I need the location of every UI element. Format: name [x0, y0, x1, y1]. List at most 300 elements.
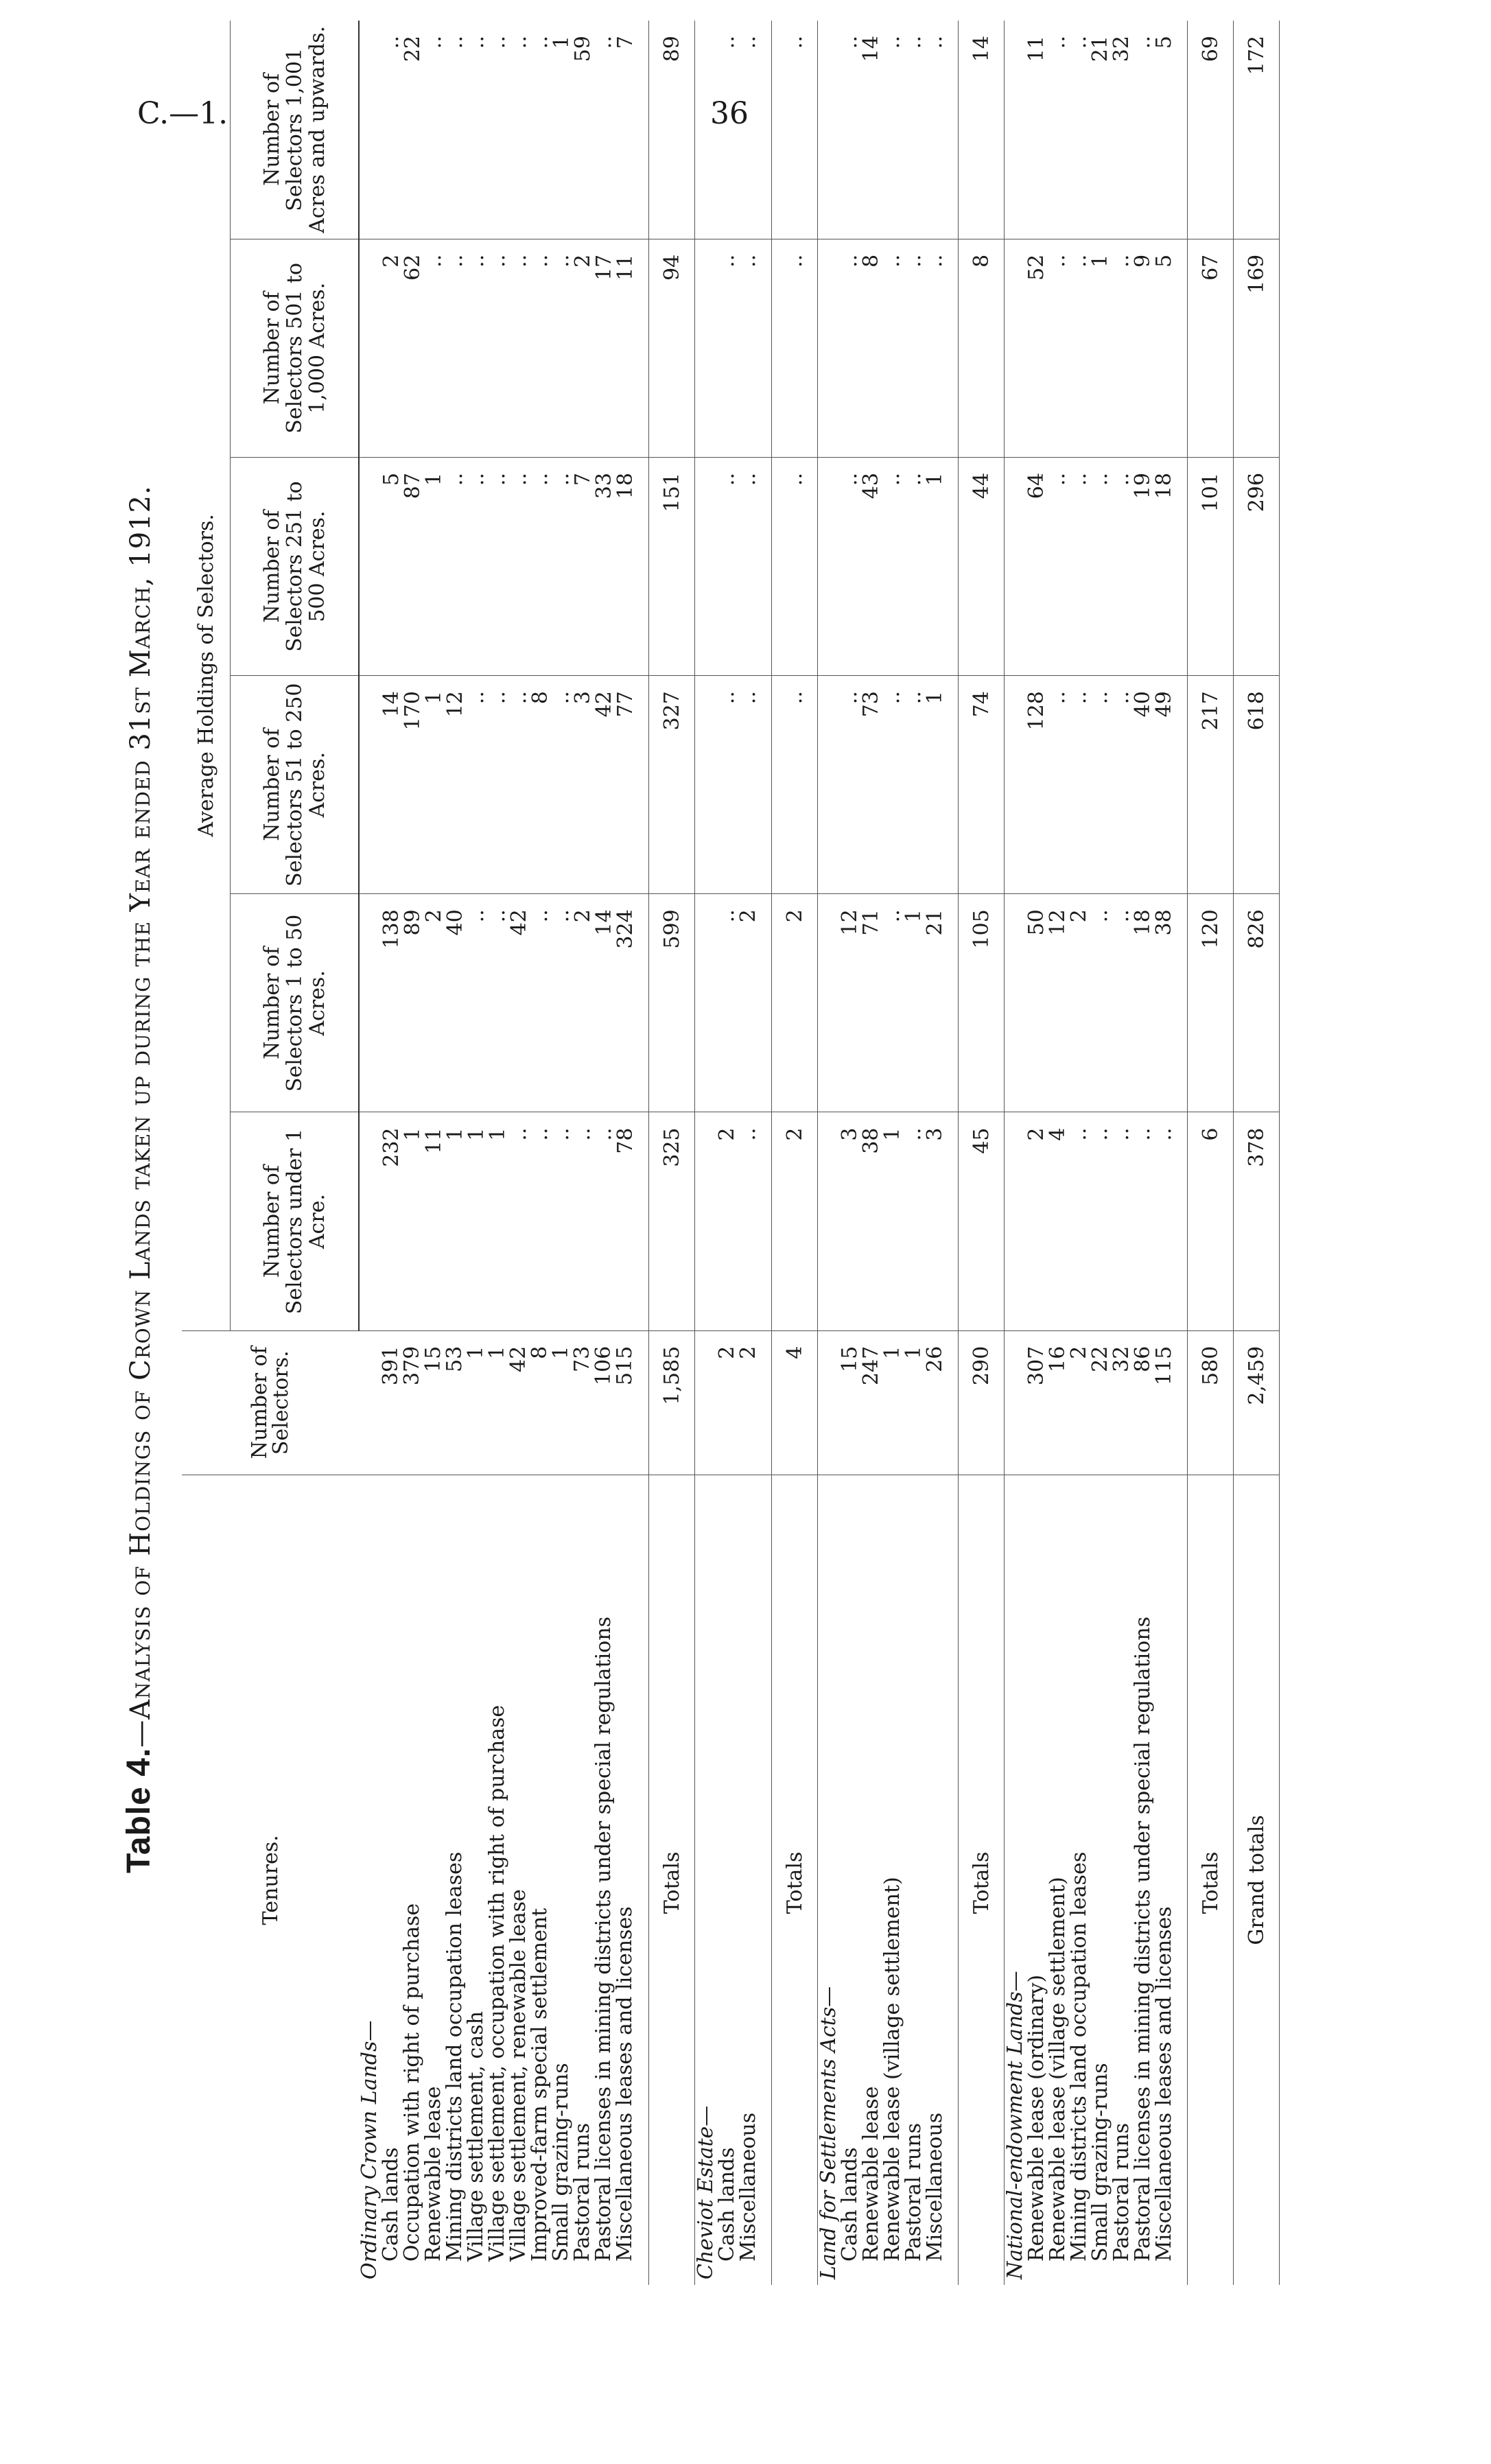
table-cell: 21: [1088, 36, 1112, 62]
heading-spacer: [360, 909, 381, 1106]
table-cell: ..: [838, 472, 862, 486]
totals-cell: 101: [1188, 457, 1234, 675]
table-cell: 3: [571, 691, 595, 705]
heading-spacer: [360, 473, 381, 670]
tenure-label: Pastoral licenses in mining districts under special regulations: [1131, 1617, 1155, 2262]
value-column: [1005, 676, 1175, 894]
value-column: [695, 676, 760, 894]
table-cell: 21: [923, 909, 947, 936]
spacer-cell: [946, 1112, 959, 1330]
value-column: [1005, 1112, 1175, 1330]
table-cell: 14: [592, 909, 616, 936]
table-cell: 38: [1152, 909, 1176, 936]
table-cell: 22: [401, 36, 425, 62]
table-cell: ..: [1067, 36, 1091, 49]
tenure-label: Small grazing-runs: [549, 2063, 573, 2262]
table-cell: ..: [443, 254, 467, 268]
table-cell: ..: [736, 472, 760, 486]
table-cell: ..: [880, 909, 904, 923]
table-cell: 115: [1152, 1346, 1176, 1385]
totals-cell: 4: [772, 1330, 818, 1475]
spacer-cell: [759, 1330, 772, 1475]
heading-spacer: [818, 473, 839, 670]
totals-label: Totals: [649, 1475, 695, 2285]
table-cell: ..: [736, 691, 760, 705]
totals-row: [772, 21, 818, 2285]
table-cell: 14: [859, 36, 883, 62]
table-cell: 1: [422, 691, 446, 705]
section-heading: Ordinary Crown Lands—: [357, 2020, 381, 2279]
section-tenures: [818, 1475, 946, 2285]
table-cell: ..: [1067, 691, 1091, 705]
value-column: [818, 21, 946, 239]
table-cell: 1: [401, 1127, 425, 1141]
heading-spacer: [818, 691, 839, 888]
spacer-cell: [636, 894, 649, 1112]
totals-cell: 2: [772, 1112, 818, 1330]
table-cell: 3: [838, 1127, 862, 1141]
totals-cell: 14: [959, 21, 1005, 239]
table-cell: ..: [486, 472, 510, 486]
table-cell: ..: [880, 254, 904, 268]
table-cell: ..: [528, 472, 552, 486]
table-cell: 42: [592, 691, 616, 718]
heading-spacer: [1005, 255, 1026, 451]
totals-cell: ..: [772, 676, 818, 894]
table-cell: ..: [1088, 472, 1112, 486]
table-cell: 73: [859, 691, 883, 718]
table-cell: ..: [923, 254, 947, 268]
heading-spacer: [695, 36, 716, 233]
spacer-cell: [1175, 21, 1188, 239]
table-title-lead: Table 4.: [121, 1747, 157, 1873]
heading-spacer: [818, 255, 839, 451]
table-cell: 1: [549, 1346, 573, 1359]
tenure-label: Miscellaneous: [923, 2112, 947, 2262]
table-cell: ..: [902, 1127, 926, 1141]
heading-spacer: [695, 473, 716, 670]
table-cell: ..: [1067, 1127, 1091, 1141]
table-cell: 8: [528, 691, 552, 705]
table-cell: 1: [464, 1346, 488, 1359]
spacer-cell: [946, 239, 959, 457]
table-cell: 2: [571, 254, 595, 268]
table-cell: 11: [422, 1127, 446, 1154]
section-tenures: [1005, 1475, 1175, 2285]
table-cell: ..: [486, 691, 510, 705]
value-column: [359, 1112, 636, 1330]
table-cell: ..: [1110, 254, 1134, 268]
table-cell: 7: [571, 472, 595, 486]
table-cell: ..: [1088, 691, 1112, 705]
table-cell: ..: [550, 691, 574, 705]
table-cell: 77: [613, 691, 637, 718]
table-cell: ..: [465, 36, 489, 49]
totals-row: [959, 21, 1005, 2285]
totals-cell: ..: [772, 21, 818, 239]
table-cell: 1: [486, 1127, 510, 1141]
page-number: 36: [710, 96, 749, 131]
totals-cell: 217: [1188, 676, 1234, 894]
value-column: [359, 239, 636, 457]
table-cell: ..: [592, 1127, 616, 1141]
table-cell: ..: [528, 36, 552, 49]
spacer-cell: [946, 894, 959, 1112]
spacer-cell: [1175, 1475, 1188, 2285]
value-column: [359, 894, 636, 1112]
table-cell: 9: [1131, 254, 1155, 268]
totals-cell: ..: [772, 457, 818, 675]
value-column: [359, 676, 636, 894]
table-cell: 33: [592, 472, 616, 500]
table-cell: 49: [1152, 691, 1176, 718]
table-cell: ..: [1110, 472, 1134, 486]
section-tenures: [359, 1475, 636, 2285]
heading-spacer: [695, 255, 716, 451]
table-cell: 2: [1024, 1127, 1048, 1141]
table-cell: 2: [422, 909, 446, 923]
grand-totals-cell: 2,459: [1234, 1330, 1280, 1475]
spacer-row: [759, 21, 772, 2285]
table-cell: ..: [838, 691, 862, 705]
heading-spacer: [1005, 909, 1026, 1106]
table-cell: 15: [838, 1346, 862, 1372]
table-cell: ..: [1110, 1127, 1134, 1141]
table-cell: ..: [736, 1127, 760, 1141]
table-cell: ..: [486, 909, 510, 923]
grand-totals-cell: 826: [1234, 894, 1280, 1112]
table-cell: 515: [613, 1346, 637, 1385]
table-cell: 106: [591, 1346, 615, 1385]
table-cell: 40: [443, 909, 467, 936]
table-cell: ..: [1067, 472, 1091, 486]
totals-label: Totals: [772, 1475, 818, 2285]
table-cell: ..: [1046, 691, 1070, 705]
table-cell: ..: [1088, 909, 1112, 923]
table-cell: ..: [592, 36, 616, 49]
spacer-cell: [1175, 676, 1188, 894]
value-column: [695, 1112, 760, 1330]
tenure-label: Cash lands: [838, 2147, 862, 2262]
spacer-cell: [636, 457, 649, 675]
table-cell: ..: [715, 691, 739, 705]
value-column: [818, 239, 946, 457]
heading-spacer: [1005, 473, 1026, 670]
totals-cell: 44: [959, 457, 1005, 675]
tenure-label: Village settlement, renewable lease: [506, 1889, 530, 2262]
table-cell: ..: [465, 691, 489, 705]
value-column: [695, 239, 760, 457]
table-cell: ..: [507, 472, 531, 486]
table-cell: 62: [401, 254, 425, 281]
heading-spacer: [1005, 1346, 1026, 1469]
table-cell: ..: [880, 36, 904, 49]
table-cell: 1: [1088, 254, 1112, 268]
table-cell: ..: [507, 691, 531, 705]
table-cell: ..: [715, 472, 739, 486]
totals-label: Totals: [1188, 1475, 1234, 2285]
value-column: [359, 457, 636, 675]
heading-spacer: [695, 1127, 716, 1324]
value-column: [695, 21, 760, 239]
header-under-1-acre: Number of Selectors under 1 Acre.: [231, 1112, 360, 1330]
heading-spacer: [1005, 36, 1026, 233]
heading-spacer: [818, 1346, 839, 1469]
tenure-label: Occupation with right of purchase: [400, 1903, 424, 2262]
table-cell: 247: [859, 1346, 883, 1385]
table-cell: 1: [465, 1127, 489, 1141]
value-column: [818, 894, 946, 1112]
table-cell: 5: [379, 472, 403, 486]
table-cell: ..: [528, 909, 552, 923]
table-cell: ..: [1088, 1127, 1112, 1141]
table-cell: ..: [1152, 1127, 1176, 1141]
table-cell: ..: [902, 254, 926, 268]
table-cell: 1: [550, 36, 574, 49]
header-number-of-selectors: Number of Selectors.: [182, 1330, 359, 1475]
value-column: [695, 1330, 760, 1475]
table-cell: ..: [715, 36, 739, 49]
table-cell: 15: [421, 1346, 445, 1372]
spacer-cell: [946, 457, 959, 675]
table-cell: ..: [715, 909, 739, 923]
value-column: [1005, 457, 1175, 675]
totals-cell: 151: [649, 457, 695, 675]
table-cell: ..: [736, 36, 760, 49]
section-block: [818, 21, 946, 2285]
table-cell: 50: [1024, 909, 1048, 936]
table-title: [120, 21, 168, 1873]
table-cell: ..: [880, 472, 904, 486]
holdings-table: [182, 21, 1280, 2285]
section-heading: Land for Settlements Acts—: [817, 1986, 841, 2279]
table-cell: 2: [715, 1127, 739, 1141]
table-cell: ..: [422, 254, 446, 268]
table-cell: ..: [550, 909, 574, 923]
table-cell: 5: [1152, 254, 1176, 268]
table-cell: ..: [443, 472, 467, 486]
spacer-cell: [946, 21, 959, 239]
tenure-label: Renewable lease (village settlement): [880, 1877, 904, 2262]
table-cell: ..: [486, 36, 510, 49]
tenure-label: Mining districts land occupation leases: [1067, 1851, 1091, 2262]
table-cell: ..: [465, 254, 489, 268]
tenure-label: Pastoral licenses in mining districts under special regulations: [591, 1617, 615, 2262]
value-column: [695, 457, 760, 675]
table-cell: 1: [485, 1346, 509, 1359]
grand-totals-label: Grand totals: [1234, 1475, 1280, 2285]
totals-cell: 325: [649, 1112, 695, 1330]
totals-cell: 1,585: [649, 1330, 695, 1475]
table-cell: 22: [1088, 1346, 1112, 1372]
table-cell: 17: [592, 254, 616, 281]
spacer-cell: [759, 21, 772, 239]
table-cell: 1: [923, 691, 947, 705]
table-cell: 26: [923, 1346, 947, 1372]
value-column: [1005, 894, 1175, 1112]
grand-totals-cell: 618: [1234, 676, 1280, 894]
tenure-label: Miscellaneous: [736, 2112, 760, 2262]
value-column: [818, 676, 946, 894]
table-cell: ..: [838, 36, 862, 49]
spacer-cell: [636, 1112, 649, 1330]
heading-spacer: [695, 1346, 716, 1469]
table-title-text: —Analysis of Holdings of Crown Lands taken up during the Year ended 31st March, 1912.: [125, 485, 156, 1748]
table-cell: ..: [1131, 1127, 1155, 1141]
table-body: [359, 21, 1280, 2285]
table-cell: 2: [571, 909, 595, 923]
table-cell: ..: [1046, 254, 1070, 268]
table-cell: 16: [1046, 1346, 1070, 1372]
totals-cell: 45: [959, 1112, 1005, 1330]
spacer-cell: [759, 676, 772, 894]
table-cell: ..: [1067, 254, 1091, 268]
heading-spacer: [360, 691, 381, 888]
spacer-cell: [759, 239, 772, 457]
tenure-label: Village settlement, occupation with right of purchase: [485, 1704, 509, 2262]
table-cell: ..: [736, 254, 760, 268]
totals-cell: 327: [649, 676, 695, 894]
totals-cell: 580: [1188, 1330, 1234, 1475]
totals-label: Totals: [959, 1475, 1005, 2285]
spacer-cell: [636, 1475, 649, 2285]
value-column: [359, 1330, 636, 1475]
table-cell: 71: [859, 909, 883, 936]
tenure-label: Pastoral runs: [1110, 2123, 1134, 2262]
totals-cell: 105: [959, 894, 1005, 1112]
value-column: [695, 894, 760, 1112]
spacer-cell: [636, 1330, 649, 1475]
totals-cell: 2: [772, 894, 818, 1112]
table-cell: 11: [1024, 36, 1048, 62]
table-cell: 52: [1024, 254, 1048, 281]
spacer-cell: [946, 676, 959, 894]
table-cell: 73: [570, 1346, 594, 1372]
heading-spacer: [818, 36, 839, 233]
page-reference: C.—1.: [137, 96, 228, 131]
table-cell: ..: [528, 254, 552, 268]
spacer-cell: [1175, 894, 1188, 1112]
table-cell: 87: [401, 472, 425, 500]
tenure-label: Improved-farm special settlement: [528, 1908, 552, 2262]
totals-cell: 6: [1188, 1112, 1234, 1330]
heading-spacer: [695, 691, 716, 888]
table-cell: 32: [1110, 36, 1134, 62]
table-cell: 43: [859, 472, 883, 500]
grand-totals-cell: 296: [1234, 457, 1280, 675]
table-cell: 138: [379, 909, 403, 949]
table-cell: 12: [443, 691, 467, 718]
table-cell: 1: [880, 1127, 904, 1141]
table-cell: ..: [880, 691, 904, 705]
table-cell: 18: [1131, 909, 1155, 936]
table-cell: 12: [1046, 909, 1070, 936]
header-501-to-1000-acres: Number of Selectors 501 to 1,000 Acres.: [231, 239, 360, 457]
spacer-cell: [946, 1330, 959, 1475]
spacer-row: [1175, 21, 1188, 2285]
table-cell: 40: [1131, 691, 1155, 718]
table-cell: 1: [923, 472, 947, 486]
tenure-label: Miscellaneous leases and licenses: [1152, 1906, 1176, 2262]
table-cell: ..: [486, 254, 510, 268]
grand-totals-cell: 169: [1234, 239, 1280, 457]
totals-cell: 120: [1188, 894, 1234, 1112]
totals-row: [1188, 21, 1234, 2285]
spacer-cell: [759, 894, 772, 1112]
grand-totals-row: [1234, 21, 1280, 2285]
value-column: [1005, 239, 1175, 457]
table-cell: ..: [443, 36, 467, 49]
table-cell: 1: [902, 1346, 926, 1359]
table-cell: 1: [443, 1127, 467, 1141]
table-cell: ..: [550, 254, 574, 268]
table-cell: 3: [923, 1127, 947, 1141]
table-cell: 2: [1067, 1346, 1091, 1359]
header-1-to-50-acres: Number of Selectors 1 to 50 Acres.: [231, 894, 360, 1112]
table-cell: ..: [550, 472, 574, 486]
spacer-cell: [946, 1475, 959, 2285]
rotated-table-page: [120, 21, 1355, 2285]
heading-spacer: [360, 36, 381, 233]
table-cell: 42: [506, 1346, 530, 1372]
totals-cell: 8: [959, 239, 1005, 457]
table-cell: ..: [507, 254, 531, 268]
value-column: [1005, 1330, 1175, 1475]
table-cell: ..: [902, 472, 926, 486]
spacer-cell: [759, 1112, 772, 1330]
value-column: [818, 457, 946, 675]
tenure-label: Pastoral runs: [570, 2123, 594, 2262]
spacer-cell: [1175, 1112, 1188, 1330]
heading-spacer: [1005, 1127, 1026, 1324]
table-cell: 89: [401, 909, 425, 936]
spacer-row: [946, 21, 959, 2285]
table-cell: 379: [400, 1346, 424, 1385]
table-cell: ..: [1110, 691, 1134, 705]
table-cell: ..: [465, 909, 489, 923]
table-cell: 8: [528, 1346, 552, 1359]
table-cell: 64: [1024, 472, 1048, 500]
table-cell: 12: [838, 909, 862, 936]
table-cell: ..: [1046, 36, 1070, 49]
table-cell: ..: [507, 1127, 531, 1141]
value-column: [818, 1112, 946, 1330]
table-cell: 2: [1067, 909, 1091, 923]
table-cell: 86: [1131, 1346, 1155, 1372]
totals-cell: 69: [1188, 21, 1234, 239]
tenure-label: Renewable lease: [421, 2086, 445, 2262]
table-cell: 2: [379, 254, 403, 268]
tenure-label: Renewable lease: [859, 2086, 883, 2262]
section-block: [359, 21, 636, 2285]
tenure-label: Village settlement, cash: [464, 2011, 488, 2262]
header-1001-acres-upwards: Number of Selectors 1,001 Acres and upwards.: [231, 21, 360, 239]
table-cell: 18: [613, 472, 637, 500]
table-cell: ..: [1110, 909, 1134, 923]
table-cell: 1: [902, 909, 926, 923]
heading-spacer: [818, 1127, 839, 1324]
table-cell: 32: [1110, 1346, 1134, 1372]
section-heading: National-endowment Lands—: [1003, 1971, 1027, 2279]
table-cell: 19: [1131, 472, 1155, 500]
table-cell: 2: [736, 909, 760, 923]
table-cell: ..: [528, 1127, 552, 1141]
table-cell: 4: [1046, 1127, 1070, 1141]
value-column: [818, 1330, 946, 1475]
section-block: [695, 21, 760, 2285]
table-cell: 128: [1024, 691, 1048, 731]
table-cell: 232: [379, 1127, 403, 1167]
